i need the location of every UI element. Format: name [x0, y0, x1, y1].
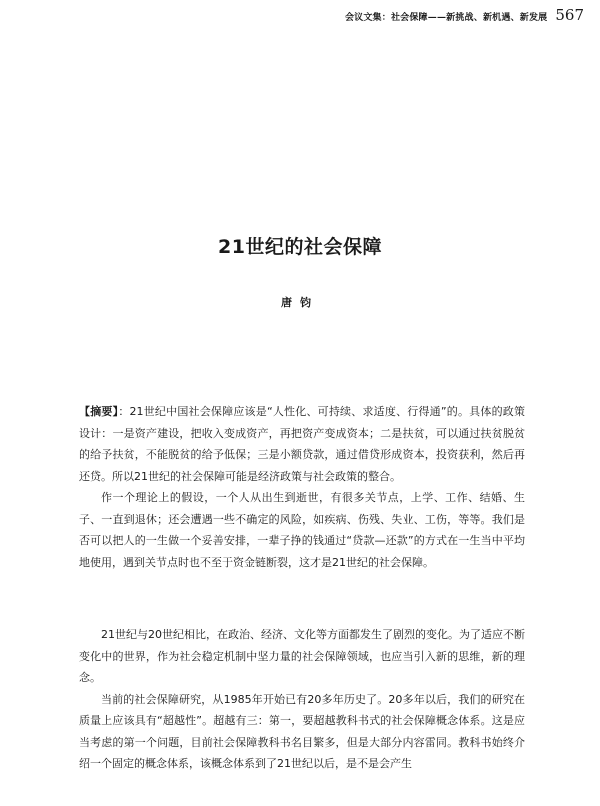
abstract-text: ：21世纪中国社会保障应该是“人性化、可持续、求适度、行得通”的。具体的政策设计：一是资产建设，把收入变成资产，再把资产变成资本；二是扶贫，可以通过扶贫脱贫的给予扶贫，不能脱贫的给予低保；三是小额贷款，通过借贷形成资本，投资获利，然后再还贷。所以21世纪的社会保障可能是经济政策与社会政策的整合。 — [79, 405, 525, 483]
body-text — [79, 624, 525, 775]
article-title: 21世纪的社会保障 — [218, 236, 382, 258]
running-title: 会议文集：社会保障——新挑战、新机遇、新发展 — [344, 13, 548, 23]
abstract-label: 【摘要】 — [79, 405, 119, 418]
page-number: 567 — [555, 6, 584, 24]
abstract — [79, 401, 525, 573]
body-paragraph-1: 21世纪与20世纪相比，在政治、经济、文化等方面都发生了剧烈的变化。为了适应不断变化中的世界，作为社会稳定机制中坚力量的社会保障领域，也应当引入新的思维，新的理念。 — [79, 628, 525, 684]
abstract-paragraph-2: 作一个理论上的假设，一个人从出生到逝世，有很多关节点，上学、工作、结婚、生子、一直到退休；还会遭遇一些不确定的风险，如疾病、伤残、失业、工伤，等等。我们是否可以把人的一生做一个妥善安排，一辈子挣的钱通过“贷款—还款”的方式在一生当中平均地使用，遇到关节点时也不至于资金链断裂，这才是21世纪的社会保障。 — [79, 491, 525, 569]
abstract-paragraph — [79, 401, 525, 487]
body-paragraph-2: 当前的社会保障研究，从1985年开始已有20多年历史了。20多年以后，我们的研究在质量上应该具有“超越性”。超越有三：第一，要超越教科书式的社会保障概念体系。这是应当考虑的第一个问题，目前社会保障教科书名目繁多，但是大部分内容雷同。教科书始终介绍一个固定的概念体系，该概念体系到了21世纪以后，是不是会产生 — [79, 692, 525, 770]
page-header — [345, 6, 584, 24]
author-name: 唐钧 — [281, 296, 319, 309]
